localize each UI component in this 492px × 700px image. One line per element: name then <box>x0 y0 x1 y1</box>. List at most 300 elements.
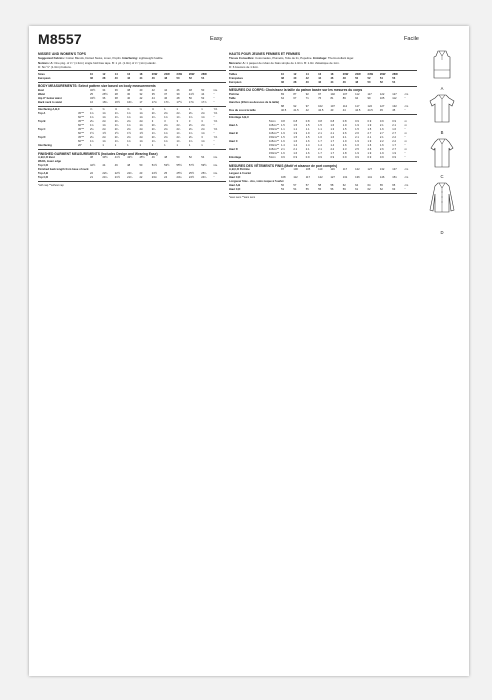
table-cell: cm <box>404 176 409 180</box>
table-cell: 2.1 <box>355 136 359 140</box>
table-cell: 1.8 <box>342 152 347 156</box>
table-cell: 1.6 <box>305 140 310 144</box>
table-cell: 2.1 <box>281 148 285 152</box>
row-label: Haut A,B <box>229 184 241 188</box>
table-cell: 127 <box>379 104 385 108</box>
table-cell: 2¼ <box>102 136 107 140</box>
notions-text: 1 paquet de ruban de biais simple de 1.3cm. B: 1.0m d'élastique de 1cm. <box>245 60 340 65</box>
table-cell: 52 <box>367 76 371 80</box>
table-cell: 65 <box>392 184 396 188</box>
table-cell: 1.6 <box>342 144 347 148</box>
table-cell: ⅝ <box>151 108 155 112</box>
notions-text: One pkg. of ¼" (1.3cm) single fold bias tape. B: 1 yd. (1.0m) of ¼" (1cm) elastic. <box>53 60 157 65</box>
row-label: Top D <box>38 136 46 140</box>
table-cell: 2.5 <box>355 148 359 152</box>
table-cell: 38 <box>114 96 118 100</box>
table-cell: 1¾ <box>164 116 168 120</box>
table-cell: 50 <box>139 164 143 168</box>
table-cell: 2¼ <box>188 124 193 128</box>
table-cell: 10 <box>281 72 284 76</box>
table-cell: 1.5 <box>355 128 359 132</box>
table-cell: 20W <box>342 72 349 76</box>
row-label: Back neck to waist <box>38 100 63 104</box>
table-cell: 57 <box>293 184 297 188</box>
table-cell: 107 <box>330 104 335 108</box>
view-letter: A <box>440 86 444 91</box>
table-cell: 94 <box>355 96 359 100</box>
table-cell: 87 <box>293 92 297 96</box>
table-cell: 54 <box>379 76 383 80</box>
table-cell: " <box>213 124 215 128</box>
table-cell: 2.6 <box>355 132 359 136</box>
long-sleeve-blouse-icon <box>429 180 455 218</box>
table-cell: 39½ <box>102 156 108 160</box>
table-cell: 0.8 <box>305 120 310 124</box>
table-cell: 55 <box>305 188 309 192</box>
table-cell: 16 <box>318 72 322 76</box>
table-cell: 1¾ <box>139 124 144 128</box>
divider <box>229 86 417 87</box>
table-cell: 1.5 <box>367 128 372 132</box>
table-cell: 53 <box>281 188 284 192</box>
row-sublabel: 45"** <box>78 128 85 132</box>
table-cell: 89 <box>342 96 346 100</box>
table-cell: 41½ <box>114 156 120 160</box>
table-cell: 36 <box>90 76 93 80</box>
row-label: Entoilage <box>229 156 242 160</box>
table-cell: 59 <box>342 188 346 192</box>
table-cell: 1.9 <box>293 132 298 136</box>
table-cell: 1 <box>127 144 129 148</box>
table-cell: 3 <box>201 136 203 140</box>
table-cell: 24¾ <box>201 176 207 180</box>
table-cell: 17½ <box>176 100 182 104</box>
table-cell: 1.7 <box>330 152 335 156</box>
table-cell: 2.3 <box>342 148 347 152</box>
table-cell: 88 <box>281 104 284 108</box>
french-column <box>229 52 417 200</box>
body-measurements-title: BODY MEASUREMENTS: Select pattern size based on body measurements <box>38 84 156 89</box>
table-cell: ⅝ <box>139 108 142 112</box>
table-cell: 83 <box>281 92 284 96</box>
short-sleeve-top-icon <box>429 136 455 174</box>
table-cell: cm <box>404 104 409 108</box>
table-cell: 1¾ <box>90 116 94 120</box>
table-cell: 1.3 <box>330 128 335 132</box>
table-cell: 21 <box>90 176 93 180</box>
table-cell: 136 <box>355 176 360 180</box>
table-cell: 50 <box>355 76 359 80</box>
row-sublabel: 45"** <box>78 136 85 140</box>
row-sublabel: 115cm** <box>269 140 279 144</box>
table-cell: 2¼ <box>90 128 94 132</box>
table-cell: 2.6 <box>379 148 384 152</box>
table-cell: 2¼ <box>102 128 107 132</box>
row-sublabel: 51cm <box>269 156 276 160</box>
table-cell: 23¼ <box>151 176 158 180</box>
table-cell: 1.9 <box>342 140 347 144</box>
table-cell: 105 <box>305 168 311 172</box>
table-cell: 1.5 <box>281 124 285 128</box>
table-cell: 1 <box>151 144 154 148</box>
table-cell: 1¾ <box>114 124 119 128</box>
table-cell: 32½ <box>90 88 96 92</box>
footnote: *with nap **without nap <box>38 183 64 187</box>
table-cell: " <box>404 136 406 140</box>
table-cell: 2.1 <box>379 124 384 128</box>
table-cell: 64 <box>355 184 359 188</box>
table-cell: 1.6 <box>367 144 372 148</box>
row-sublabel <box>78 176 90 180</box>
table-cell: 40 <box>114 76 118 80</box>
garment-title: MISSES' AND WOMEN'S TOPS <box>38 52 86 56</box>
table-cell: 1.1 <box>293 128 298 132</box>
table-cell: 23 <box>139 172 143 176</box>
sizes-table <box>38 73 226 81</box>
table-cell: 58 <box>318 184 322 188</box>
table-cell: 1¾ <box>114 140 119 144</box>
table-cell: 1.5 <box>293 136 298 140</box>
view-d <box>421 180 463 240</box>
table-cell: 0.8 <box>281 120 285 124</box>
table-cell: 76 <box>318 96 322 100</box>
table-cell: 1.6 <box>392 128 396 132</box>
table-cell: 110 <box>318 168 323 172</box>
table-cell: 56 <box>281 184 284 188</box>
table-cell: 1.9 <box>305 132 310 136</box>
table-cell: 2¼ <box>164 112 168 116</box>
fabrics-text: Cotton Blends, Dotted Swiss, Linen, Poplin. <box>64 56 123 61</box>
table-cell: 22W <box>355 72 361 76</box>
table-cell: 45½ <box>139 156 145 160</box>
table-cell: 127 <box>330 176 335 180</box>
table-cell: 127 <box>367 168 372 172</box>
table-cell: 1¾ <box>151 116 156 120</box>
table-cell: " <box>213 92 215 96</box>
table-cell: 1½ <box>139 132 144 136</box>
table-cell: 3 <box>151 120 154 124</box>
table-cell: 24W <box>176 72 183 76</box>
table-cell: 0.8 <box>330 120 335 124</box>
table-cell: 1.9 <box>367 140 372 144</box>
body-measurements-title: MESURES DU CORPS: Choisissez la taille du patron basée sur les mesures du corps <box>229 88 363 93</box>
finished-measurements-title: FINISHED GARMENT MEASUREMENTS (Includes Design and Wearing Ease) <box>38 151 158 156</box>
table-cell: Yd. <box>213 120 218 124</box>
table-cell: 28 <box>114 92 118 96</box>
table-cell: 18 <box>139 72 143 76</box>
table-cell: 1¾ <box>151 140 156 144</box>
table-cell: " <box>213 116 215 120</box>
table-cell: 0.9 <box>293 156 298 160</box>
divider <box>229 193 417 194</box>
table-cell: 1½ <box>102 132 107 136</box>
english-column <box>38 52 226 188</box>
table-cell: 105 <box>379 96 385 100</box>
table-cell: 0.9 <box>379 156 384 160</box>
table-cell <box>214 77 226 81</box>
table-cell: m <box>404 120 407 124</box>
table-cell: 141 <box>367 176 372 180</box>
table-cell: 1 <box>188 144 191 148</box>
table-cell: 40 <box>293 76 297 80</box>
table-cell: 51½ <box>151 164 158 168</box>
table-cell: " <box>404 188 406 192</box>
interfacing-label: Interfacing: <box>122 56 138 61</box>
table-cell: 1.6 <box>293 152 298 156</box>
table-cell: 1 <box>164 144 166 148</box>
table-cell: 50 <box>188 96 192 100</box>
table-cell: Yd. <box>213 108 218 112</box>
table-cell: 38 <box>281 76 284 80</box>
table-cell: 38 <box>127 88 131 92</box>
table-cell: ⅝ <box>127 108 130 112</box>
table-cell: 40.5 <box>281 108 287 112</box>
table-cell: 2¼ <box>139 120 144 124</box>
table-cell: 1 <box>164 108 166 112</box>
table-cell: 1.4 <box>305 144 310 148</box>
table-cell: 40 <box>127 96 131 100</box>
table-cell: 36 <box>102 96 106 100</box>
table-cell: 2¼ <box>114 136 119 140</box>
table-cell: 0.9 <box>330 156 335 160</box>
table-cell: 25¾ <box>201 172 207 176</box>
table-cell: 2¼ <box>151 128 156 132</box>
table-cell: 48 <box>176 96 180 100</box>
finished-measurements-title: MESURES DES VÊTEMENTS FINIS (Motif et aisance de port compris) <box>229 163 338 168</box>
table-row <box>229 81 417 85</box>
table-cell: 1¾ <box>102 124 107 128</box>
table-cell: 1¾ <box>201 140 205 144</box>
notions-label: Notions: A: <box>38 60 54 65</box>
table-cell: 40 <box>139 88 143 92</box>
table-cell: 54 <box>201 76 205 80</box>
table-cell: 92 <box>305 92 309 96</box>
table-cell: 41½ <box>188 92 195 96</box>
table-cell: 2.1 <box>293 148 298 152</box>
table-cell: 12 <box>102 72 106 76</box>
table-cell: 0.8 <box>293 120 298 124</box>
row-label: Top C,D <box>38 164 49 168</box>
table-cell: 35 <box>151 92 155 96</box>
divider <box>38 149 226 150</box>
table-cell: 50 <box>367 80 371 84</box>
table-cell: 2.7 <box>367 132 372 136</box>
table-cell: 1¾ <box>139 112 144 116</box>
table-cell: 1.7 <box>330 140 335 144</box>
table-cell: 32 <box>139 92 143 96</box>
table-cell: 2.1 <box>367 136 372 140</box>
table-cell: 122 <box>318 176 323 180</box>
table-cell: 1¾ <box>127 116 131 120</box>
view-c <box>421 136 463 180</box>
table-cell: 2.1 <box>305 148 310 152</box>
table-cell: 1.9 <box>367 124 372 128</box>
table-cell: 2.2 <box>330 148 335 152</box>
fabrics-label: Suggested Fabrics: <box>38 56 65 61</box>
table-cell: 107 <box>342 92 348 96</box>
table-cell: 18 <box>330 72 334 76</box>
row-sublabel <box>269 81 281 85</box>
row-sublabel: 115cm** <box>269 124 279 128</box>
divider <box>38 70 226 71</box>
table-cell: 25 <box>164 172 168 176</box>
table-cell: 48 <box>127 164 131 168</box>
table-cell: 2¼ <box>188 128 193 132</box>
row-sublabel <box>78 77 90 81</box>
table-cell <box>405 81 417 85</box>
table-cell: 1¾ <box>176 116 181 120</box>
table-cell: 1 <box>201 108 203 112</box>
table-cell: 1¾ <box>188 132 193 136</box>
table-cell: 42 <box>151 88 155 92</box>
table-cell: 97 <box>305 104 309 108</box>
table-cell: 1.4 <box>281 144 285 148</box>
table-cell: 46 <box>342 80 346 84</box>
table-cell: 116 <box>330 168 335 172</box>
row-label: Haut C,D <box>229 188 241 192</box>
row-sublabel: 45"** <box>78 120 85 124</box>
table-cell: 26½ <box>102 92 108 96</box>
inter_rows-table <box>229 116 417 160</box>
table-cell: 50 <box>176 156 180 160</box>
row-label: Européen <box>229 80 242 84</box>
puff-sleeve-top-icon <box>429 92 455 130</box>
table-cell: 1¾ <box>139 140 144 144</box>
table-cell: 2¼ <box>201 124 205 128</box>
garment-title: HAUTS POUR JEUNES FEMMES ET FEMMES <box>229 52 301 56</box>
table-cell: 16½ <box>114 100 120 104</box>
table-cell: 1¾ <box>176 132 181 136</box>
table-cell: 17⅞ <box>201 100 207 104</box>
table-cell: 117 <box>367 92 372 96</box>
divider <box>38 181 226 182</box>
table-cell: 46 <box>176 88 180 92</box>
table-cell: " <box>404 96 406 100</box>
notions-label: Mercerie: A: <box>229 60 246 65</box>
table-cell: 22 <box>90 172 93 176</box>
table-cell: 56 <box>392 76 396 80</box>
row-label: Interfacing A,B,C <box>38 108 60 112</box>
table-cell: 3 <box>176 120 179 124</box>
table-cell: 55½ <box>176 164 182 168</box>
table-cell: 1¾ <box>188 140 193 144</box>
interfacing-text: Lightweight fusible. <box>137 56 164 61</box>
table-cell: 24W <box>367 72 374 76</box>
table-cell: 1¾ <box>102 112 107 116</box>
table-cell: 10 <box>90 72 93 76</box>
view-letter: B <box>440 130 444 135</box>
table-cell: 16 <box>127 72 131 76</box>
table-cell: 127 <box>392 92 397 96</box>
table-cell: 42 <box>318 80 322 84</box>
table-cell: 1.6 <box>305 152 310 156</box>
table-cell: 57 <box>305 184 309 188</box>
table-cell: 102 <box>318 104 323 108</box>
table-cell: ⅝ <box>90 108 93 112</box>
table-cell: 17 <box>139 100 143 104</box>
body-table <box>38 89 226 105</box>
table-cell: 25½ <box>188 172 195 176</box>
table-cell: 3 <box>188 120 191 124</box>
row-label: A,B,C,D Poitrine <box>229 168 250 172</box>
table-cell: 46 <box>114 164 118 168</box>
row-sublabel: 115cm** <box>269 132 279 136</box>
table-cell: 2.6 <box>367 148 372 152</box>
row-sublabel: 60"** <box>78 132 85 136</box>
table-cell: 41.5 <box>293 108 299 112</box>
table-cell: 2.1 <box>318 148 322 152</box>
table-cell: 46 <box>151 76 155 80</box>
row-label: Hip 9" below waist <box>38 96 62 100</box>
table-cell: 1.4 <box>330 144 335 148</box>
notions-d: D: 6 boutons de 1.3cm. <box>229 64 259 69</box>
table-cell: 1.6 <box>330 136 335 140</box>
table-cell: 21¾ <box>127 176 133 180</box>
table-cell: 44 <box>318 76 322 80</box>
table-cell: 43 <box>330 108 334 112</box>
row-sublabel: 150cm** <box>269 136 280 140</box>
table-cell: 0.9 <box>305 156 310 160</box>
table-cell: 48 <box>164 76 168 80</box>
table-cell: 48 <box>188 88 192 92</box>
table-cell: 117 <box>355 104 360 108</box>
table-cell: 24¼ <box>176 176 182 180</box>
notions-d: D: Six ½" (1.3cm) buttons. <box>38 64 72 69</box>
table-cell: ins. <box>213 88 218 92</box>
table-cell: " <box>213 140 215 144</box>
table-cell: 44 <box>201 92 205 96</box>
table-cell: 1.9 <box>355 124 359 128</box>
table-cell: 108 <box>281 176 286 180</box>
table-cell: 1.6 <box>379 144 384 148</box>
table-cell: 2.2 <box>392 140 396 144</box>
table-cell: 36 <box>114 88 118 92</box>
footnote: *avec sens **sans sens <box>229 195 256 199</box>
table-cell: 2¼ <box>102 120 107 124</box>
table-cell: 54 <box>201 156 205 160</box>
table-cell: " <box>213 100 215 104</box>
table-cell: 1¾ <box>127 124 131 128</box>
table-cell: ⅝ <box>114 108 117 112</box>
table-cell: 44 <box>139 76 143 80</box>
table-cell: 2.2 <box>392 136 396 140</box>
divider <box>229 70 417 71</box>
table-cell: 1.5 <box>342 128 347 132</box>
table-cell: 1¾ <box>102 116 107 120</box>
row-sublabel: 150cm** <box>269 152 280 156</box>
row-label: Top A <box>38 112 46 116</box>
table-cell: 14 <box>114 72 118 76</box>
table-cell: 1.5 <box>281 136 285 140</box>
table-cell: 92 <box>293 104 297 108</box>
table-cell: 16 <box>90 100 93 104</box>
table-cell: 67 <box>293 96 297 100</box>
row-label: Waist <box>38 92 46 96</box>
table-cell: 22W <box>164 72 170 76</box>
table-cell: 102 <box>330 92 335 96</box>
table-cell: 1¾ <box>201 132 205 136</box>
table-cell: 12 <box>293 72 297 76</box>
view-letter: D <box>440 230 444 235</box>
table-cell: ⅝ <box>102 108 105 112</box>
table-row <box>38 176 226 180</box>
row-sublabel: 150cm** <box>269 128 280 132</box>
table-cell: 1.4 <box>318 144 322 148</box>
table-cell: 1½ <box>90 132 94 136</box>
table-cell: 99 <box>367 96 371 100</box>
table-cell: 2¼ <box>114 120 119 124</box>
row-label: Interfacing <box>38 144 52 148</box>
